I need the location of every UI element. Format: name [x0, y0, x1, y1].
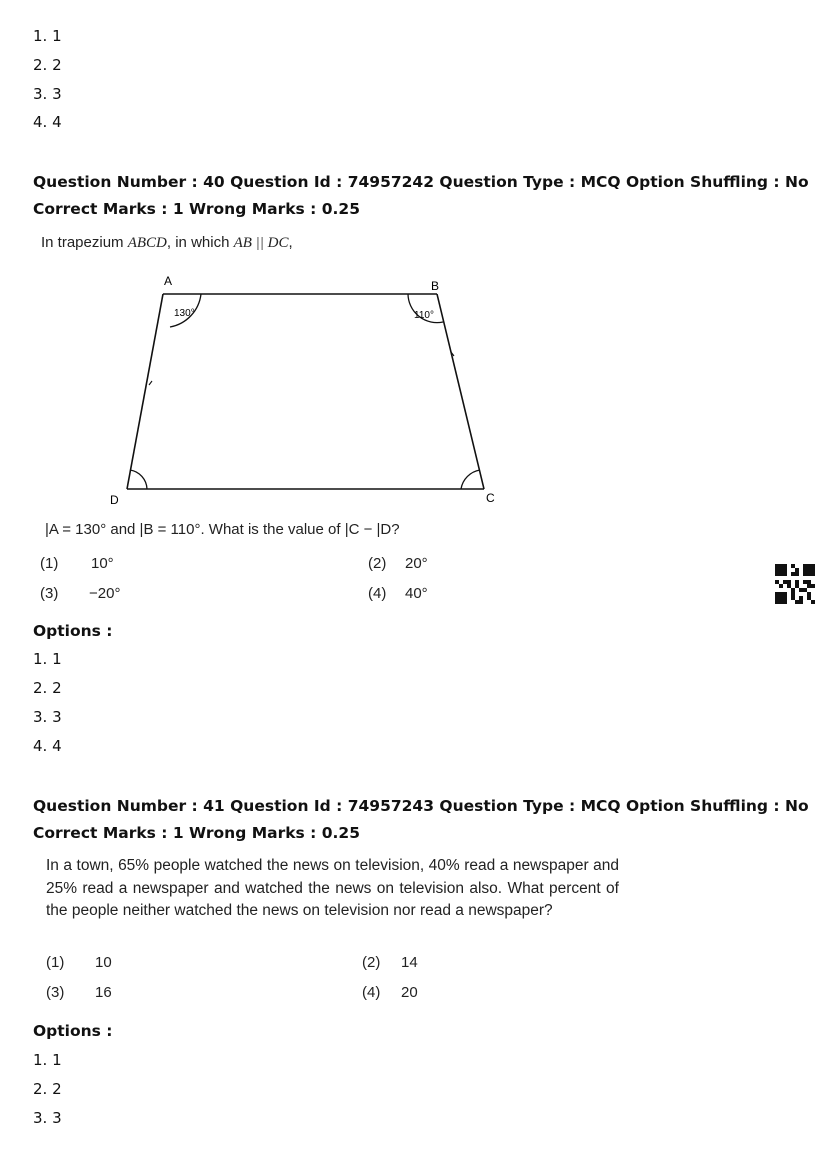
q41-choice-3-value: 16 [95, 984, 112, 1001]
angle-arc-d [130, 470, 147, 489]
q40-header-line2: Correct Marks : 1 Wrong Marks : 0.25 [33, 200, 360, 218]
q41-choice-1-num: (1) [46, 954, 65, 971]
q40-choice-3-value: −20° [89, 585, 121, 602]
q40-question-text: |A = 130° and |B = 110°. What is the value of |C − |D? [45, 521, 400, 538]
q40-intro-text: In trapezium [41, 234, 124, 251]
q41-options-label: Options : [33, 1022, 113, 1040]
angle-label-a: 130° [174, 308, 195, 319]
prev-option-3: 3. 3 [33, 85, 62, 103]
q40-choice-2-num: (2) [368, 555, 387, 572]
q41-option-1: 1. 1 [33, 1051, 62, 1069]
angle-arc-c [461, 470, 480, 489]
q40-choice-3-num: (3) [40, 585, 59, 602]
q40-option-4: 4. 4 [33, 737, 62, 755]
q40-options-label: Options : [33, 622, 113, 640]
q41-header-line1: Question Number : 41 Question Id : 74957243 Question Type : MCQ Option Shuffling : No [33, 797, 809, 815]
q41-question-text: In a town, 65% people watched the news on television, 40% read a newspaper and 25% read a newspaper and watched the news on television also. What percent of the people neither watched the news on television nor read a newspaper? [46, 857, 619, 919]
q41-option-3: 3. 3 [33, 1109, 62, 1127]
q41-choice-2-value: 14 [401, 954, 418, 971]
vertex-label-a: A [164, 274, 173, 288]
vertex-label-c: C [486, 491, 495, 505]
q40-intro-relation: AB || DC [233, 235, 289, 251]
q40-option-2: 2. 2 [33, 679, 62, 697]
q41-header-line2: Correct Marks : 1 Wrong Marks : 0.25 [33, 824, 360, 842]
q40-choice-4-num: (4) [368, 585, 387, 602]
q40-option-1: 1. 1 [33, 650, 62, 668]
q41-choice-1-value: 10 [95, 954, 112, 971]
q41-choice-4-num: (4) [362, 984, 381, 1001]
angle-label-b: 110° [414, 310, 434, 321]
prev-option-2: 2. 2 [33, 56, 62, 74]
q41-choice-3-num: (3) [46, 984, 65, 1001]
q40-choice-1-num: (1) [40, 555, 59, 572]
q41-choice-2-num: (2) [362, 954, 381, 971]
q40-choice-1-value: 10° [91, 555, 114, 572]
q41-option-2: 2. 2 [33, 1080, 62, 1098]
q40-intro [41, 234, 293, 252]
side-bc [437, 294, 484, 489]
q40-option-3: 3. 3 [33, 708, 62, 726]
q40-choice-4-value: 40° [405, 585, 428, 602]
prev-option-1: 1. 1 [33, 27, 62, 45]
prev-option-4: 4. 4 [33, 113, 62, 131]
q40-intro-end: , [288, 234, 293, 251]
qr-code-icon [775, 564, 815, 604]
q40-intro-mid: , in which [166, 234, 230, 251]
tick-mark-ad [149, 381, 152, 385]
side-ad [127, 294, 163, 489]
q40-choice-2-value: 20° [405, 555, 428, 572]
vertex-label-d: D [110, 493, 119, 507]
q40-intro-shape: ABCD [127, 235, 167, 251]
trapezium-figure [100, 268, 520, 513]
q41-choice-4-value: 20 [401, 984, 418, 1001]
q40-header-line1: Question Number : 40 Question Id : 74957242 Question Type : MCQ Option Shuffling : No [33, 173, 809, 191]
vertex-label-b: B [431, 279, 440, 293]
